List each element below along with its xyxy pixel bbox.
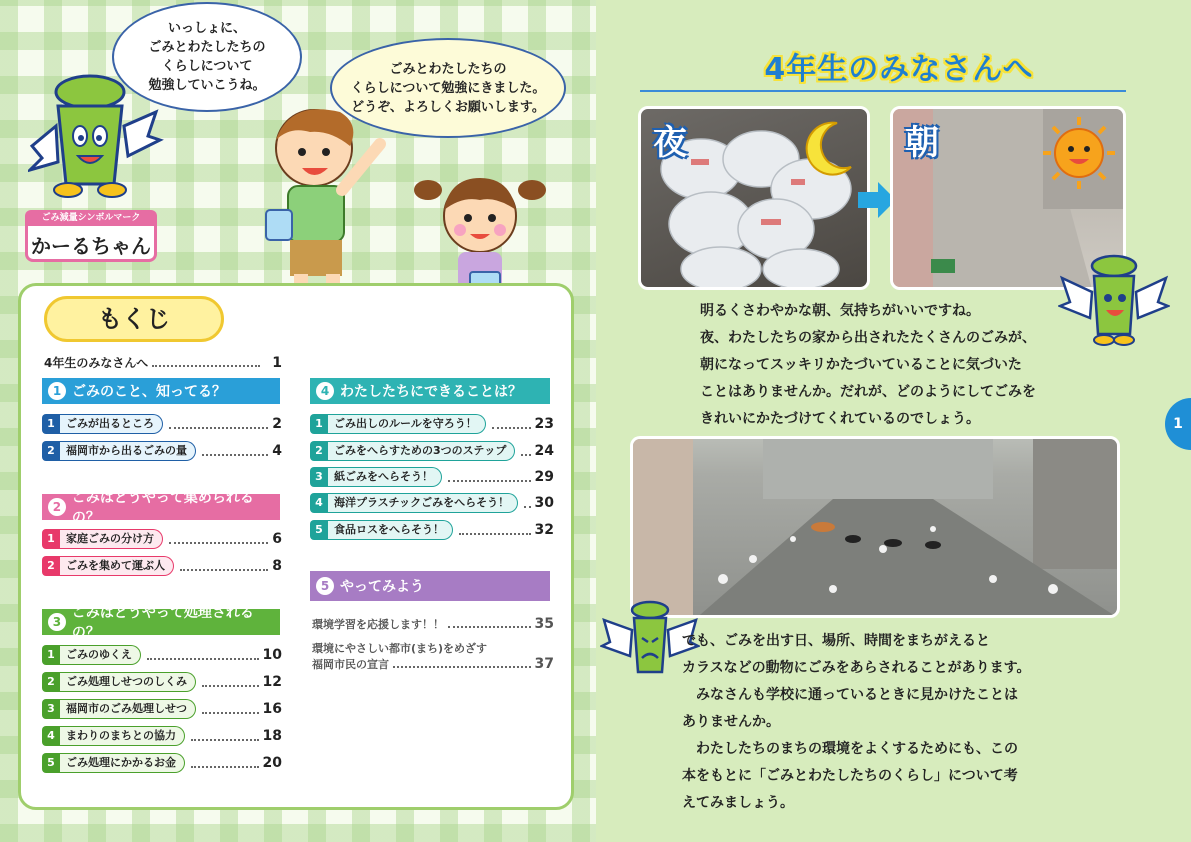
morning-label: 朝 — [905, 123, 939, 163]
item-label: ごみ処理しせつのしくみ — [60, 672, 196, 692]
item-label: ごみ出しのルールを守ろう！ — [328, 414, 486, 434]
item-number: 4 — [42, 726, 60, 746]
item-page: 30 — [534, 495, 554, 511]
item-label: 食品ロスをへらそう！ — [328, 520, 453, 540]
dotted-leader — [448, 620, 531, 628]
toc-item-3-2[interactable] — [42, 672, 282, 692]
item-page: 20 — [262, 755, 282, 771]
mascot-name: かーるちゃん — [31, 234, 151, 258]
section-title: ごみのこと、知ってる？ — [72, 384, 226, 400]
page-title: 4年生のみなさんへ — [764, 52, 1034, 87]
item-number: 1 — [42, 529, 60, 549]
toc-section-4[interactable] — [310, 378, 550, 404]
toc-intro-label: 4年生のみなさんへ — [44, 356, 149, 370]
karu-chan-mascot-icon — [28, 66, 168, 206]
section-title: ごみはどうやって集められるの？ — [71, 490, 254, 526]
section-number: 1 — [48, 382, 66, 400]
item-number: 1 — [310, 414, 328, 434]
item-label: ごみをへらすための3つのステップ — [328, 441, 515, 461]
dotted-leader — [492, 419, 531, 429]
item-label: ごみを集めて運ぶ人 — [60, 556, 174, 576]
mascot-tag: ごみ減量シンボルマーク — [25, 210, 157, 226]
item-page: 35 — [534, 616, 554, 632]
item-page: 12 — [262, 674, 282, 690]
item-page: 24 — [534, 443, 554, 459]
item-page: 23 — [534, 416, 554, 432]
dotted-leader — [202, 677, 259, 687]
toc-intro-page: 1 — [272, 354, 282, 371]
item-label: 家庭ごみの分け方 — [60, 529, 163, 549]
section-title: ごみはどうやって処理されるの？ — [71, 605, 254, 641]
toc-item-3-5[interactable] — [42, 753, 282, 773]
toc-section-1[interactable] — [42, 378, 280, 404]
section-title: やってみよう — [340, 579, 424, 595]
item-page: 2 — [272, 416, 282, 432]
speech-bubble-mascot: いっしょに、 ごみとわたしたちの くらしについて 勉強していこうね。 — [112, 2, 302, 112]
item-label: 福岡市民の宣言 — [312, 658, 389, 671]
toc-intro-row[interactable] — [44, 354, 282, 371]
item-number: 2 — [42, 672, 60, 692]
speech-bubble-girl: ごみとわたしたちの くらしについて勉強にきました。 どうぞ、よろしくお願いします。 — [330, 38, 566, 138]
item-number: 2 — [42, 441, 60, 461]
section-number: 5 — [316, 577, 334, 595]
section-title: わたしたちにできることは？ — [340, 384, 522, 400]
item-label: ごみ処理にかかるお金 — [60, 753, 185, 773]
item-label: 紙ごみをへらそう！ — [328, 467, 442, 487]
item-number: 5 — [310, 520, 328, 540]
toc-section-2[interactable] — [42, 490, 280, 526]
section-number: 2 — [48, 498, 66, 516]
item-page: 18 — [262, 728, 282, 744]
right-page — [596, 0, 1191, 842]
toc-item-3-3[interactable] — [42, 699, 282, 719]
dotted-leader — [459, 525, 531, 535]
item-page: 29 — [534, 469, 554, 485]
toc-item-5-1[interactable] — [312, 616, 554, 632]
section-number: 3 — [48, 613, 66, 631]
item-label: 環境にやさしい都市(まち)をめざす — [312, 642, 488, 655]
item-number: 4 — [310, 493, 328, 513]
dotted-leader — [524, 498, 530, 508]
toc-item-4-4[interactable] — [310, 493, 554, 513]
item-label: ごみのゆくえ — [60, 645, 141, 665]
item-page: 37 — [534, 656, 554, 672]
toc-item-2-1[interactable] — [42, 529, 282, 549]
toc-item-2-2[interactable] — [42, 556, 282, 576]
toc-item-4-5[interactable] — [310, 520, 554, 540]
mascot-name-card — [25, 210, 157, 262]
dotted-leader — [169, 534, 268, 544]
dotted-leader — [191, 731, 259, 741]
item-number: 5 — [42, 753, 60, 773]
dotted-leader — [147, 650, 259, 660]
toc-item-3-4[interactable] — [42, 726, 282, 746]
page-number-tab: 1 — [1165, 398, 1191, 450]
scattered-garbage-street-icon — [633, 439, 1120, 618]
toc-item-4-2[interactable] — [310, 441, 554, 461]
toc-section-5[interactable] — [310, 571, 550, 601]
toc-item-5-3[interactable] — [312, 656, 554, 672]
dotted-leader — [152, 359, 260, 367]
closing-paragraph: でも、ごみを出す日、場所、時間をまちがえると カラスなどの動物にごみをあらされることがあります。 みなさんも学校に通っているときに見かけたことは ありませんか。 わたしたちのまちの環境をよくするためにも、この 本をもとに「ごみとわたしたちのくらし」について考 えてみましょう。 — [682, 633, 1031, 811]
dotted-leader — [180, 561, 268, 571]
section-number: 4 — [316, 382, 334, 400]
title-underline — [640, 90, 1126, 92]
toc-item-4-3[interactable] — [310, 467, 554, 487]
dotted-leader — [191, 758, 259, 768]
street-photo — [630, 436, 1120, 618]
dotted-leader — [448, 472, 531, 482]
item-number: 1 — [42, 414, 60, 434]
item-label: 環境学習を応援します！！ — [312, 618, 444, 631]
toc-item-5-2[interactable] — [312, 640, 554, 656]
night-photo — [638, 106, 870, 290]
toc-section-3[interactable] — [42, 605, 280, 641]
item-page: 4 — [272, 443, 282, 459]
dotted-leader — [521, 446, 530, 456]
item-label: まわりのまちとの協力 — [60, 726, 185, 746]
dotted-leader — [202, 446, 268, 456]
dotted-leader — [169, 419, 268, 429]
item-label: 福岡市のごみ処理しせつ — [60, 699, 196, 719]
toc-item-3-1[interactable] — [42, 645, 282, 665]
toc-item-4-1[interactable] — [310, 414, 554, 434]
item-page: 32 — [534, 522, 554, 538]
item-number: 3 — [310, 467, 328, 487]
dotted-leader — [393, 660, 531, 668]
item-label: 福岡市から出るごみの量 — [60, 441, 196, 461]
item-number: 2 — [42, 556, 60, 576]
toc-item-1-1[interactable] — [42, 414, 282, 434]
toc-item-1-2[interactable] — [42, 441, 282, 461]
item-page: 6 — [272, 531, 282, 547]
toc-title: もくじ — [44, 296, 224, 342]
item-number: 3 — [42, 699, 60, 719]
item-page: 8 — [272, 558, 282, 574]
item-number: 2 — [310, 441, 328, 461]
item-page: 16 — [262, 701, 282, 717]
item-label: ごみが出るところ — [60, 414, 163, 434]
item-number: 1 — [42, 645, 60, 665]
item-page: 10 — [262, 647, 282, 663]
item-label: 海洋プラスチックごみをへらそう！ — [328, 493, 518, 513]
night-label: 夜 — [653, 123, 687, 163]
intro-paragraph: 明るくさわやかな朝、気持ちがいいですね。 夜、わたしたちの家から出されたたくさんのごみが、 朝になってスッキリかたづいていることに気づいた ことはありませんか。だれが、どのようにしてごみを きれいにかたづけてくれているのでしょう。 — [700, 303, 1036, 427]
dotted-leader — [202, 704, 259, 714]
